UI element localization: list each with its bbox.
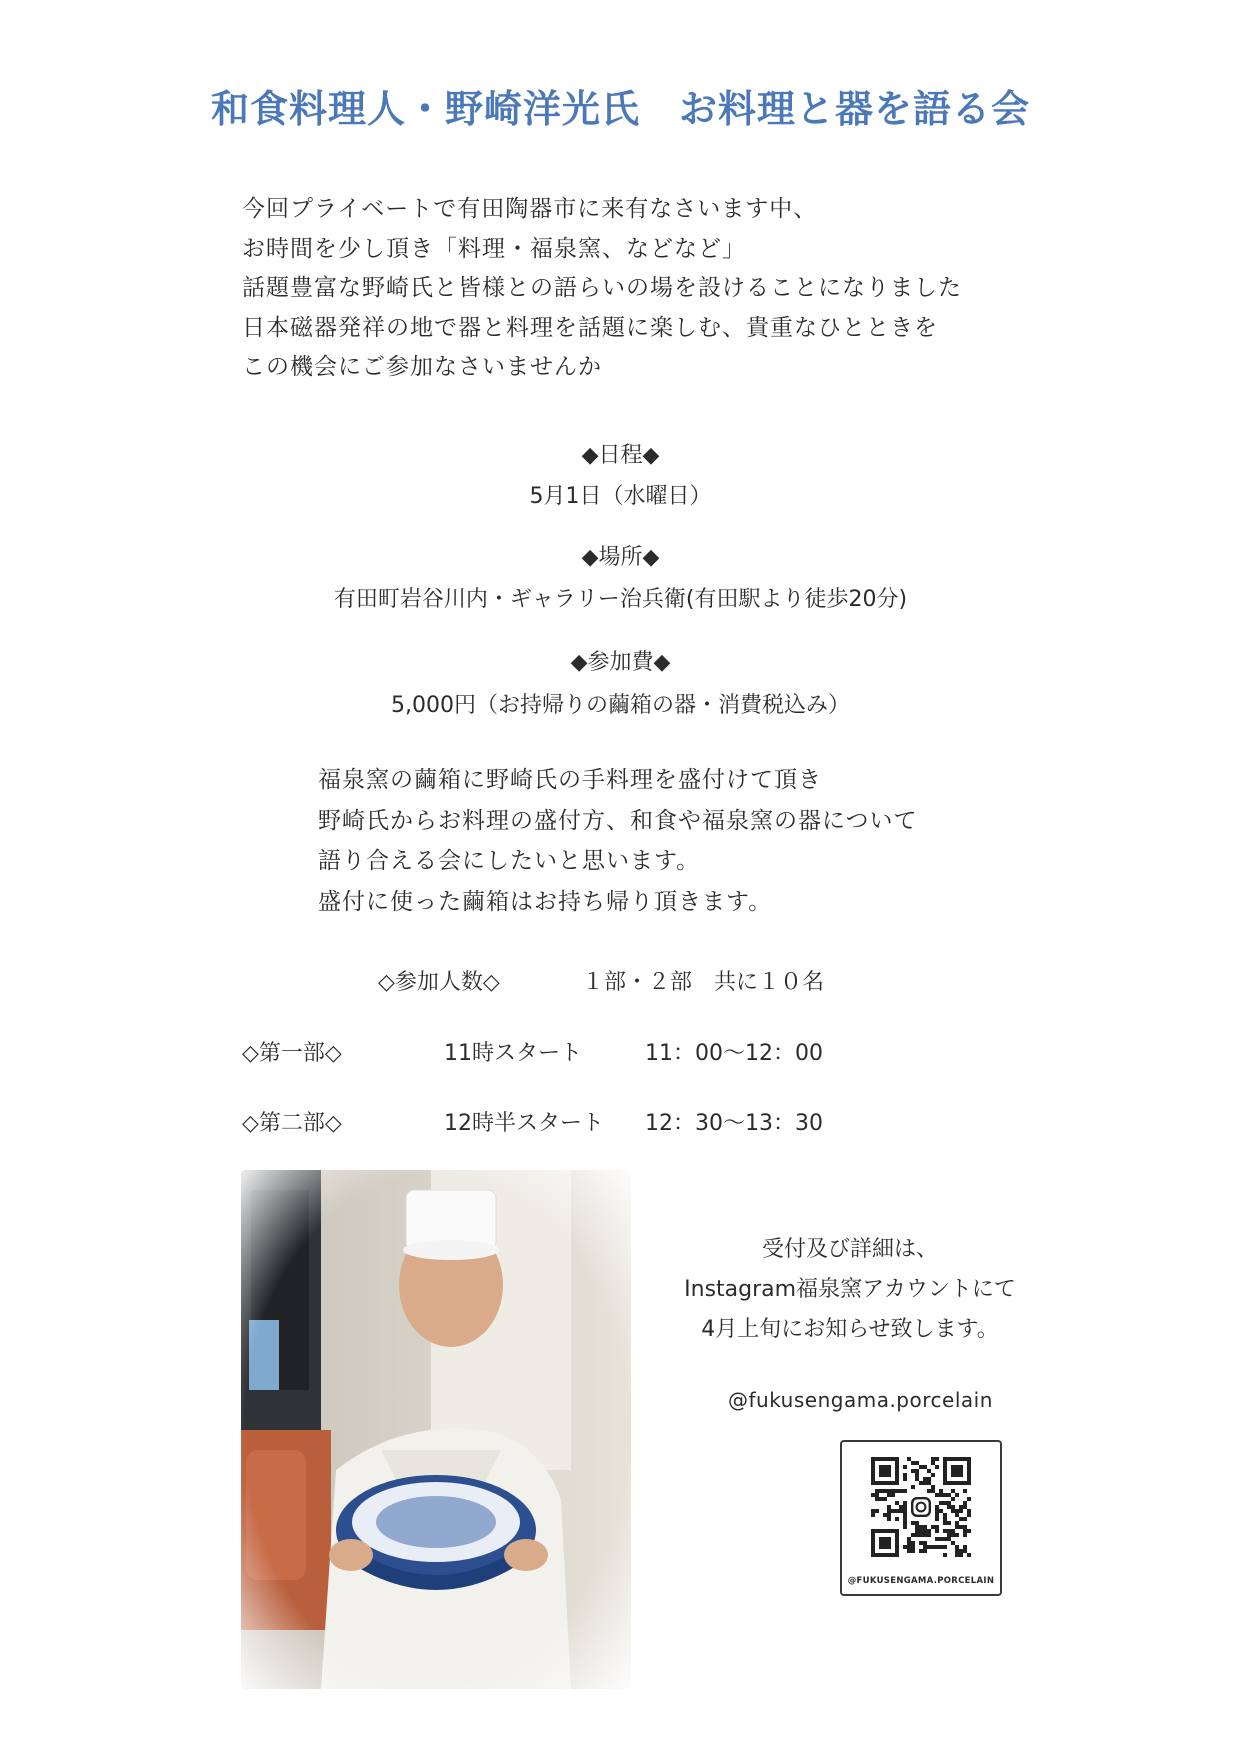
- description-line: 盛付に使った繭箱はお持ち帰り頂きます。: [318, 888, 773, 915]
- capacity-label: ◇参加人数◇: [378, 970, 500, 995]
- intro-line: この機会にご参加なさいませんか: [242, 354, 602, 380]
- registration-info: [640, 1230, 1060, 1350]
- session-1-start: 11時スタート: [444, 1041, 582, 1066]
- description-line: 語り合える会にしたいと思います。: [318, 848, 701, 874]
- instagram-qr-card[interactable]: [840, 1440, 1002, 1596]
- qr-label: @FUKUSENGAMA.PORCELAIN: [847, 1576, 995, 1586]
- intro-line: 今回プライベートで有田陶器市に来有なさいます中、: [242, 196, 818, 222]
- schedule-value: 5月1日（水曜日）: [529, 484, 712, 509]
- info-line: Instagram福泉窯アカウントにて: [684, 1277, 1016, 1302]
- fee-heading: ◆参加費◆: [570, 650, 671, 675]
- intro-line: 話題豊富な野崎氏と皆様との語らいの場を設けることになりました: [242, 275, 962, 301]
- description-line: 福泉窯の繭箱に野崎氏の手料理を盛付けて頂き: [318, 767, 822, 793]
- page-title: 和食料理人・野崎洋光氏 お料理と器を語る会: [210, 87, 1030, 131]
- chef-photo: [241, 1170, 631, 1689]
- session-1-time: 11：00～12：00: [645, 1041, 823, 1066]
- session-2-time: 12：30～13：30: [645, 1111, 823, 1136]
- session-1-label: ◇第一部◇: [242, 1041, 342, 1066]
- intro-line: お時間を少し頂き「料理・福泉窯、などなど」: [242, 235, 746, 262]
- info-line: 受付及び詳細は、: [761, 1237, 938, 1262]
- session-2-start: 12時半スタート: [444, 1111, 604, 1136]
- event-description: [318, 760, 918, 922]
- fee-value: 5,000円（お持帰りの繭箱の器・消費税込み）: [391, 693, 850, 718]
- session-2-label: ◇第二部◇: [242, 1111, 342, 1136]
- intro-line: 日本磁器発祥の地で器と料理を話題に楽しむ、貴重なひとときを: [242, 314, 938, 341]
- venue-value: 有田町岩谷川内・ギャラリー治兵衛(有田駅より徒歩20分): [333, 587, 908, 612]
- schedule-heading: ◆日程◆: [581, 443, 660, 468]
- capacity-value: １部・２部 共に１０名: [582, 970, 825, 995]
- qr-code: [871, 1457, 971, 1557]
- info-line: 4月上旬にお知らせ致します。: [701, 1317, 999, 1342]
- instagram-handle[interactable]: @fukusengama.porcelain: [728, 1388, 993, 1412]
- intro-text: [242, 190, 962, 388]
- venue-heading: ◆場所◆: [581, 545, 660, 570]
- description-line: 野崎氏からお料理の盛付方、和食や福泉窯の器について: [318, 807, 918, 834]
